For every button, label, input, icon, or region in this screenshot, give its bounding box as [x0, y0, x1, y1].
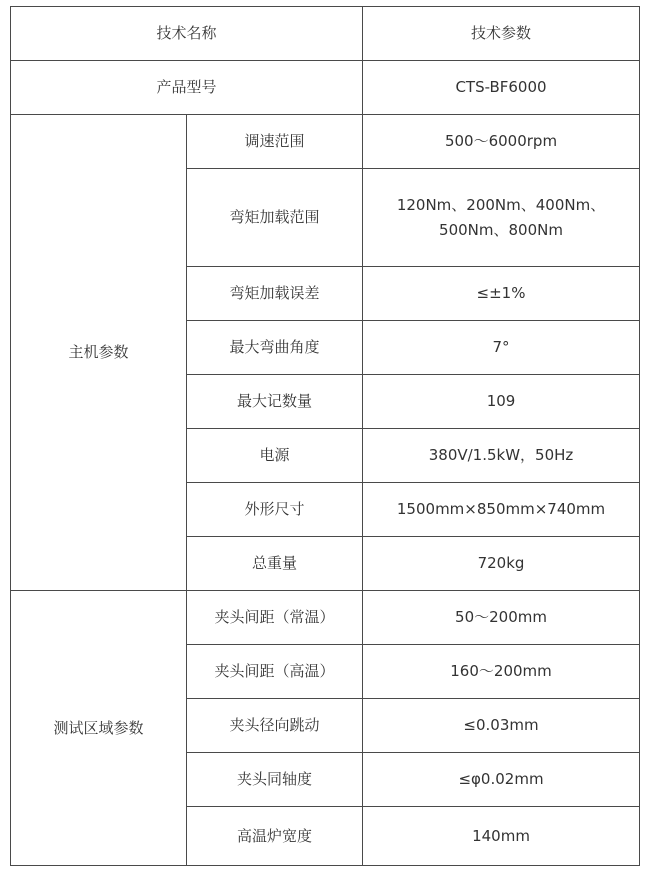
model-value-cell: CTS-BF6000: [363, 61, 640, 115]
param-value-cell: 120Nm、200Nm、400Nm、500Nm、800Nm: [363, 169, 640, 267]
param-name-cell: 调速范围: [187, 115, 363, 169]
model-label-cell: 产品型号: [11, 61, 363, 115]
param-name-cell: 最大弯曲角度: [187, 321, 363, 375]
param-name-cell: 最大记数量: [187, 375, 363, 429]
table-row: [11, 591, 640, 645]
param-name-cell: 电源: [187, 429, 363, 483]
param-value-cell: 7°: [363, 321, 640, 375]
param-name-cell: 弯矩加载范围: [187, 169, 363, 267]
param-value-cell: ≤0.03mm: [363, 699, 640, 753]
param-value-cell: 140mm: [363, 807, 640, 866]
model-row: [11, 61, 640, 115]
header-param-cell: 技术参数: [363, 7, 640, 61]
param-name-cell: 夹头间距（常温）: [187, 591, 363, 645]
param-name-cell: 夹头径向跳动: [187, 699, 363, 753]
param-name-cell: 总重量: [187, 537, 363, 591]
param-name-cell: 夹头间距（高温）: [187, 645, 363, 699]
param-value-cell: ≤±1%: [363, 267, 640, 321]
param-value-cell: 1500mm×850mm×740mm: [363, 483, 640, 537]
param-value-cell: 109: [363, 375, 640, 429]
param-value-cell: 380V/1.5kW，50Hz: [363, 429, 640, 483]
param-value-cell: 500～6000rpm: [363, 115, 640, 169]
table-row: [11, 115, 640, 169]
param-name-cell: 夹头同轴度: [187, 753, 363, 807]
param-name-cell: 高温炉宽度: [187, 807, 363, 866]
header-row: [11, 7, 640, 61]
spec-table: [10, 6, 640, 866]
param-value-cell: 720kg: [363, 537, 640, 591]
param-name-cell: 弯矩加载误差: [187, 267, 363, 321]
param-value-cell: 160～200mm: [363, 645, 640, 699]
group-label-cell: 主机参数: [11, 115, 187, 591]
param-name-cell: 外形尺寸: [187, 483, 363, 537]
param-value-cell: 50～200mm: [363, 591, 640, 645]
group-label-cell: 测试区域参数: [11, 591, 187, 866]
header-name-cell: 技术名称: [11, 7, 363, 61]
param-value-cell: ≤φ0.02mm: [363, 753, 640, 807]
